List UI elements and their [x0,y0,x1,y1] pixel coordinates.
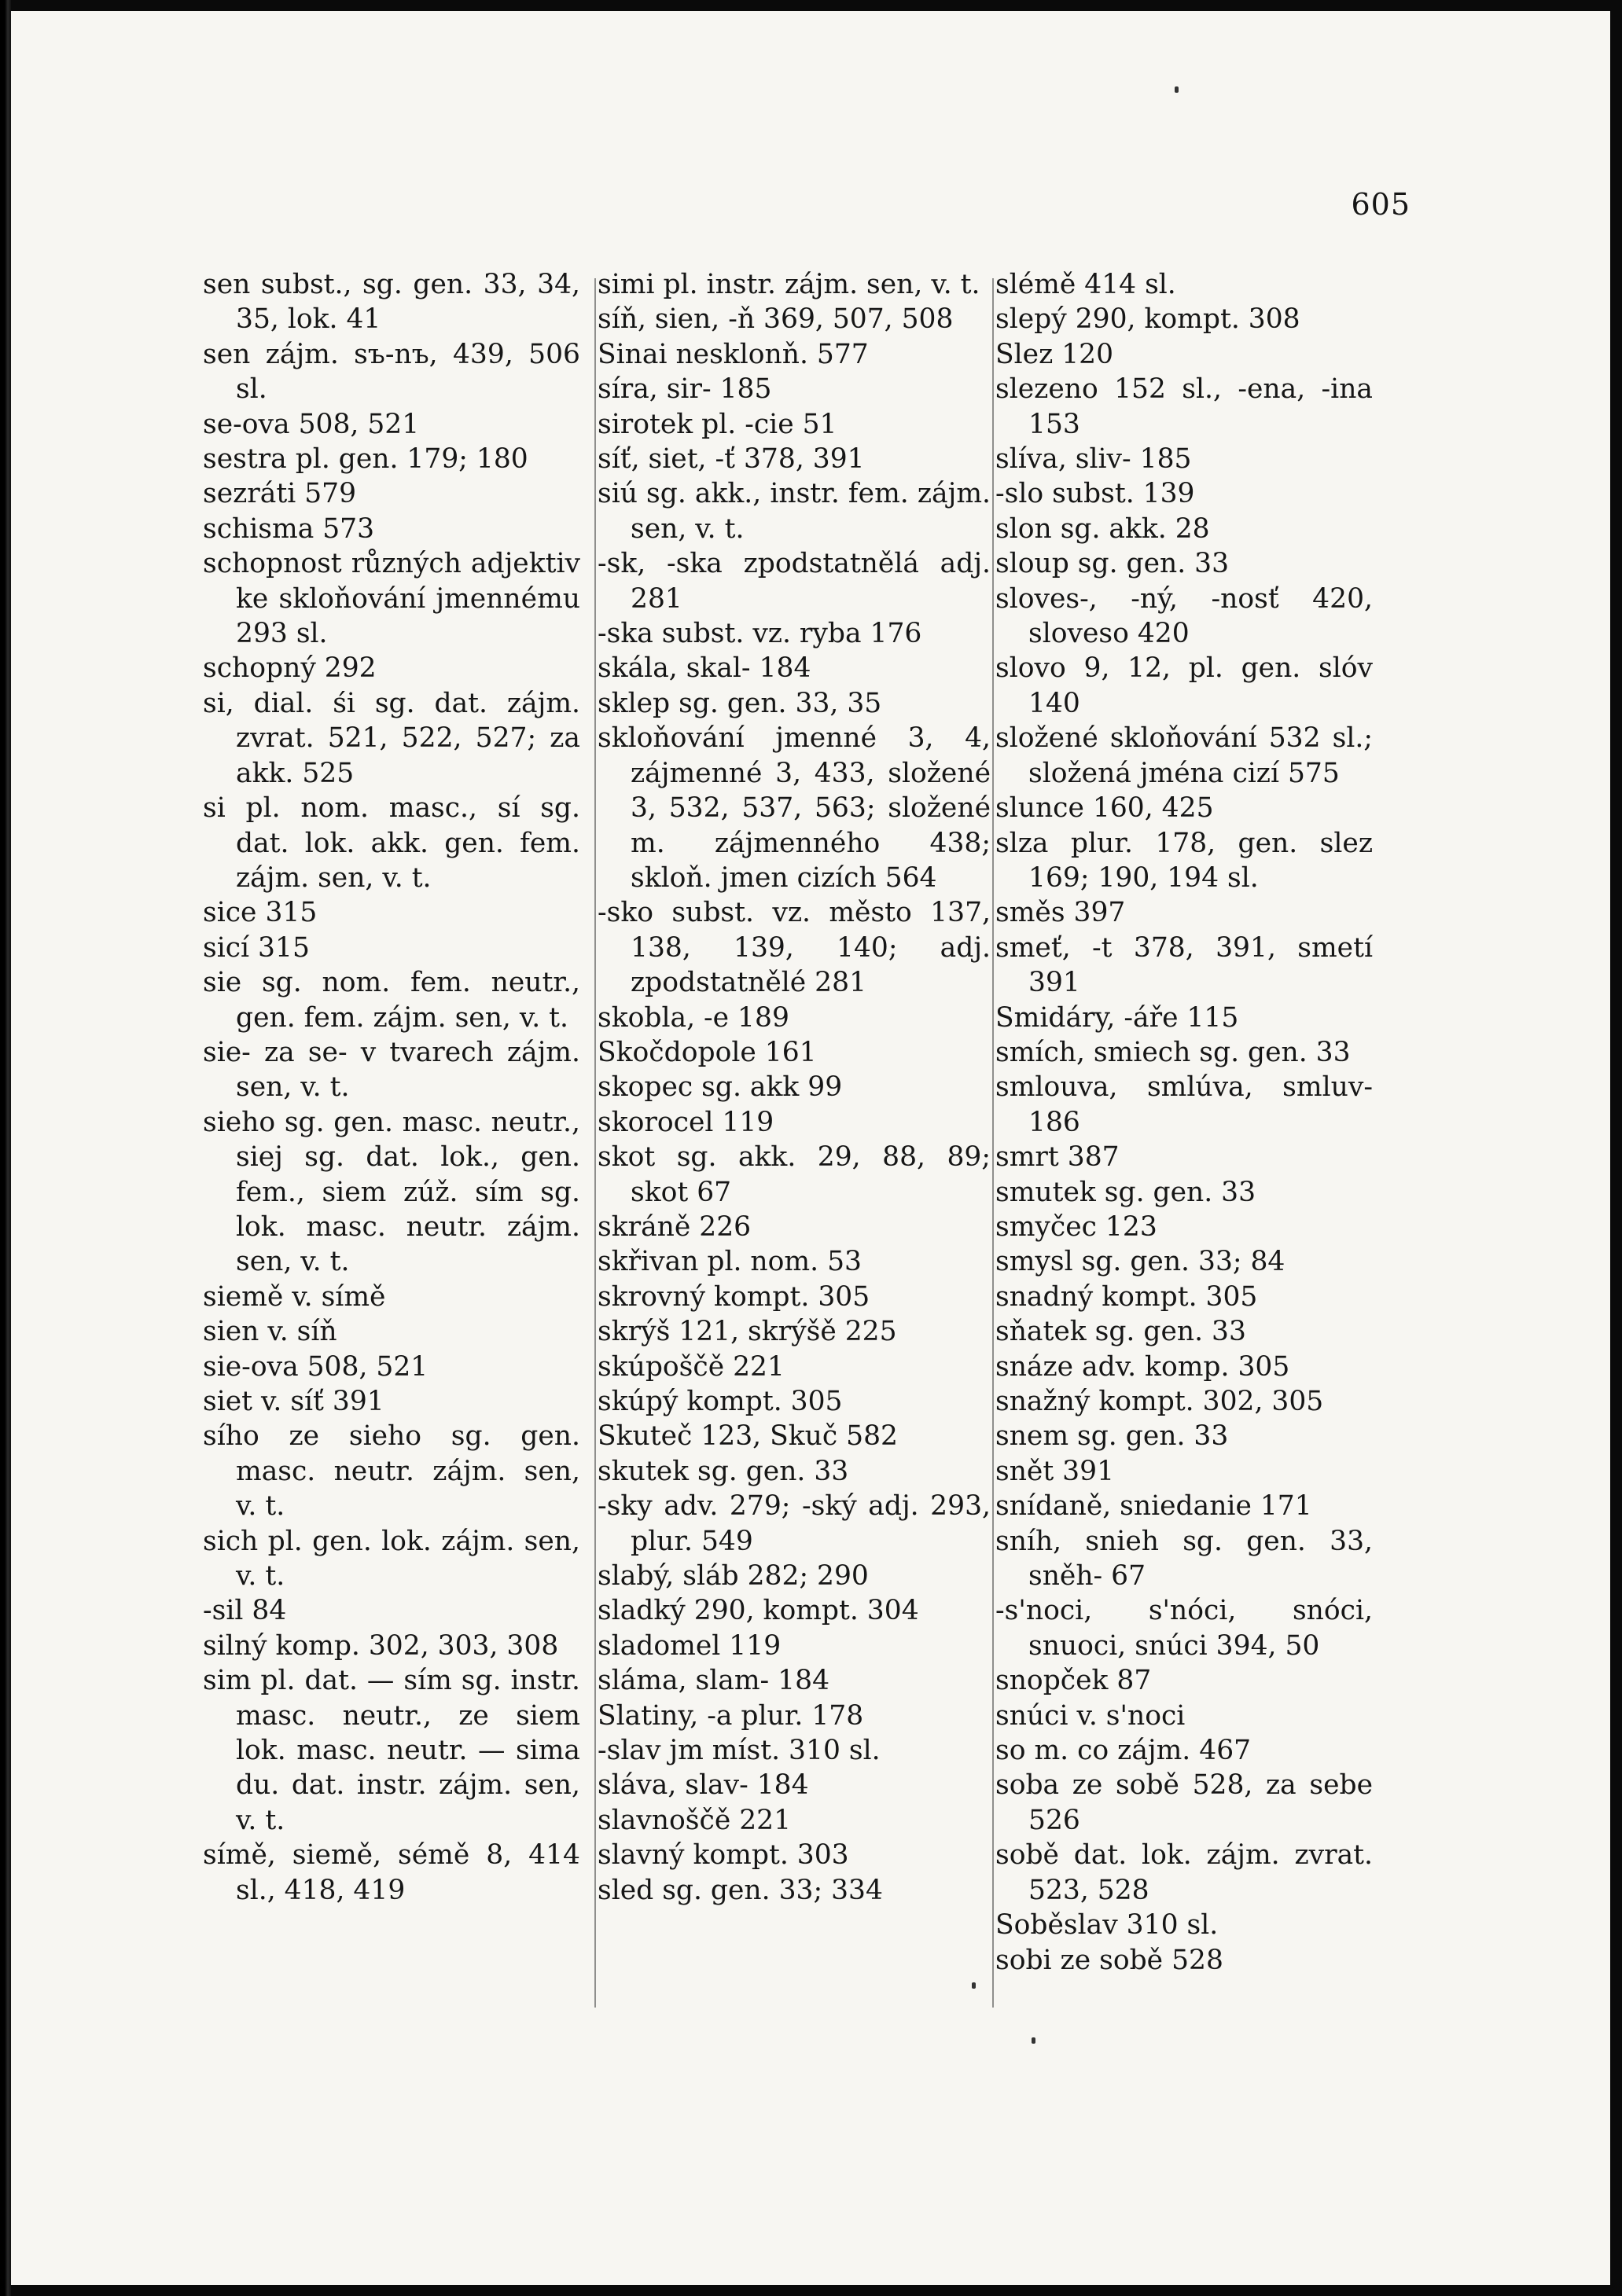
index-entry: smyčec 123 [995,1210,1157,1243]
index-entry: slavný kompt. 303 [598,1839,849,1872]
index-entry: skorocel 119 [598,1106,774,1138]
index-entry: slovo 9, 12, pl. gen. slóv 140 [995,652,1373,719]
index-entry: -sko subst. vz. město 137, 138, 139, 140; adj. zpodstatnělé 281 [598,897,991,999]
index-entry: sňatek sg. gen. 33 [995,1316,1246,1348]
index-entry: Smidáry, -áře 115 [995,1001,1239,1034]
scan-speck [1032,2037,1035,2044]
index-entry: skopec sg. akk 99 [598,1071,843,1104]
dictionary-page [11,11,1610,2285]
index-entry: skúpý kompt. 305 [598,1386,843,1417]
index-entry: siemě v. símě [203,1280,386,1313]
index-entry: smutek sg. gen. 33 [995,1176,1256,1208]
index-entry: snažný kompt. 302, 305 [995,1386,1324,1417]
index-entry: slíva, sliv- 185 [995,443,1192,476]
index-entry: sobě dat. lok. zájm. zvrat. 523, 528 [995,1839,1373,1906]
index-entry: skála, skal- 184 [598,652,811,685]
index-entry: si pl. nom. masc., sí sg. dat. lok. akk. gen. fem. zájm. sen, v. t. [203,792,580,894]
index-entry: -sk, -ska zpodstatnělá adj. 281 [598,548,991,615]
index-entry: slabý, sláb 282; 290 [598,1560,869,1593]
index-entry: sich pl. gen. lok. zájm. sen, v. t. [203,1525,580,1593]
index-entry: Slez 120 [995,338,1114,370]
index-entry: schisma 573 [203,512,375,545]
index-entry: sled sg. gen. 33; 334 [598,1874,883,1906]
index-entry: síra, sir- 185 [598,373,772,406]
index-entry: sie- za se- v tvarech zájm. sen, v. t. [203,1036,580,1104]
index-entry: slon sg. akk. 28 [995,512,1210,545]
index-entry: sie-ova 508, 521 [203,1350,428,1383]
index-entry: smlouva, smlúva, smluv- 186 [995,1071,1373,1138]
scan-speck [972,1982,976,1989]
scan-speck [1175,86,1179,93]
index-entry: sestra pl. gen. 179; 180 [203,443,528,476]
column-divider [594,278,596,2008]
index-entry: sen zájm. sъ-nъ, 439, 506 sl. [203,338,580,406]
index-entry: slepý 290, kompt. 308 [995,303,1300,336]
page-number: 605 [1351,187,1411,222]
index-entry: sího ze sieho sg. gen. masc. neutr. zájm. sen, v. t. [203,1420,580,1523]
index-entry: sie sg. nom. fem. neutr., gen. fem. zájm. sen, v. t. [203,967,580,1034]
index-entry: sloves-, -ný, -nosť 420, sloveso 420 [995,582,1373,650]
index-entry: směs 397 [995,897,1126,929]
index-column-1 [203,267,580,1908]
index-entry: Slatiny, -a plur. 178 [598,1699,864,1732]
index-entry: sice 315 [203,897,318,929]
index-entry: snúci v. s'noci [995,1699,1186,1732]
index-entry: skobla, -e 189 [598,1001,789,1034]
index-entry: slémě 414 sl. [995,269,1176,300]
index-entry: skúpoščě 221 [598,1350,785,1383]
index-entry: sloup sg. gen. 33 [995,548,1230,580]
index-entry: skrýš 121, skrýšě 225 [598,1316,897,1348]
index-entry: -s'noci, s'nóci, snóci, snuoci, snúci 394, 50 [995,1595,1373,1662]
index-entry: skot sg. akk. 29, 88, 89; skot 67 [598,1141,991,1208]
index-entry: -slo subst. 139 [995,478,1195,510]
index-entry: sklep sg. gen. 33, 35 [598,687,882,719]
index-entry: snáze adv. komp. 305 [995,1350,1290,1383]
index-entry: skutek sg. gen. 33 [598,1455,849,1487]
index-entry: sláma, slam- 184 [598,1665,830,1697]
index-entry: Soběslav 310 sl. [995,1909,1219,1941]
index-entry: si, dial. śi sg. dat. zájm. zvrat. 521, 522, 527; za akk. 525 [203,687,580,789]
index-entry: snadný kompt. 305 [995,1280,1258,1313]
index-entry: símě, siemě, sémě 8, 414 sl., 418, 419 [203,1839,580,1906]
index-entry: skráně 226 [598,1210,752,1243]
index-entry: snem sg. gen. 33 [995,1420,1229,1453]
index-entry: slza plur. 178, gen. slez 169; 190, 194 sl. [995,827,1373,894]
index-entry: sobi ze sobě 528 [995,1944,1223,1976]
index-entry: se-ova 508, 521 [203,408,420,440]
index-entry: sladký 290, kompt. 304 [598,1595,919,1627]
column-divider [992,278,994,2008]
index-entry: smrt 387 [995,1141,1120,1174]
index-entry: snídaně, sniedanie 171 [995,1490,1312,1523]
index-entry: so m. co zájm. 467 [995,1735,1252,1767]
index-entry: slezeno 152 sl., -ena, -ina 153 [995,373,1373,440]
index-entry: složené skloňování 532 sl.; složená jména cizí 575 [995,722,1373,789]
index-entry: -slav jm míst. 310 sl. [598,1735,881,1767]
index-entry: Skuteč 123, Skuč 582 [598,1420,899,1453]
index-entry: schopnost různých adjektiv ke skloňování jmennému 293 sl. [203,548,580,650]
index-entry: siet v. síť 391 [203,1386,384,1417]
index-entry: smysl sg. gen. 33; 84 [995,1246,1285,1278]
index-entry: sien v. síň [203,1316,337,1348]
index-entry: sieho sg. gen. masc. neutr., siej sg. dat. lok., gen. fem., siem zúž. sím sg. lok. masc. neutr. zájm. sen, v. t. [203,1106,580,1278]
index-entry: Sinai nesklonň. 577 [598,338,869,370]
index-entry: sladomel 119 [598,1629,782,1662]
index-entry: soba ze sobě 528, za sebe 526 [995,1769,1373,1836]
index-entry: smích, smiech sg. gen. 33 [995,1036,1351,1068]
index-entry: skrovný kompt. 305 [598,1280,870,1313]
index-column-2 [598,267,991,1908]
index-entry: simi pl. instr. zájm. sen, v. t. [598,269,980,300]
index-entry: slunce 160, 425 [995,792,1214,825]
index-entry: -sil 84 [203,1595,287,1627]
index-entry: schopný 292 [203,652,377,685]
index-entry: -ska subst. vz. ryba 176 [598,618,922,650]
index-entry: sníh, snieh sg. gen. 33, sněh- 67 [995,1525,1373,1593]
scan-edge [0,0,11,2296]
index-entry: skřivan pl. nom. 53 [598,1246,862,1278]
index-column-3 [995,267,1373,1978]
index-entry: sezráti 579 [203,478,357,510]
index-entry: sen subst., sg. gen. 33, 34, 35, lok. 41 [203,269,580,336]
index-entry: snět 391 [995,1455,1115,1487]
index-entry: sim pl. dat. — sím sg. instr. masc. neutr., ze siem lok. masc. neutr. — sima du. dat. instr. zájm. sen, v. t. [203,1665,580,1836]
index-entry: siú sg. akk., instr. fem. zájm. sen, v. t. [598,478,991,545]
index-entry: skloňování jmenné 3, 4, zájmenné 3, 433, složené 3, 532, 537, 563; složené m. zájmenného 438; skloň. jmen cizích 564 [598,722,991,894]
index-entry: -sky adv. 279; -ský adj. 293, plur. 549 [598,1490,991,1557]
index-entry: slavnoščě 221 [598,1804,792,1836]
index-entry: smeť, -t 378, 391, smetí 391 [995,931,1373,999]
index-entry: Skočdopole 161 [598,1036,817,1068]
index-entry: sláva, slav- 184 [598,1769,809,1802]
index-entry: silný komp. 302, 303, 308 [203,1629,559,1662]
index-entry: sicí 315 [203,931,310,964]
index-entry: síť, siet, -ť 378, 391 [598,443,865,476]
index-entry: sirotek pl. -cie 51 [598,408,837,440]
index-entry: síň, sien, -ň 369, 507, 508 [598,303,954,336]
index-entry: snopček 87 [995,1665,1152,1697]
